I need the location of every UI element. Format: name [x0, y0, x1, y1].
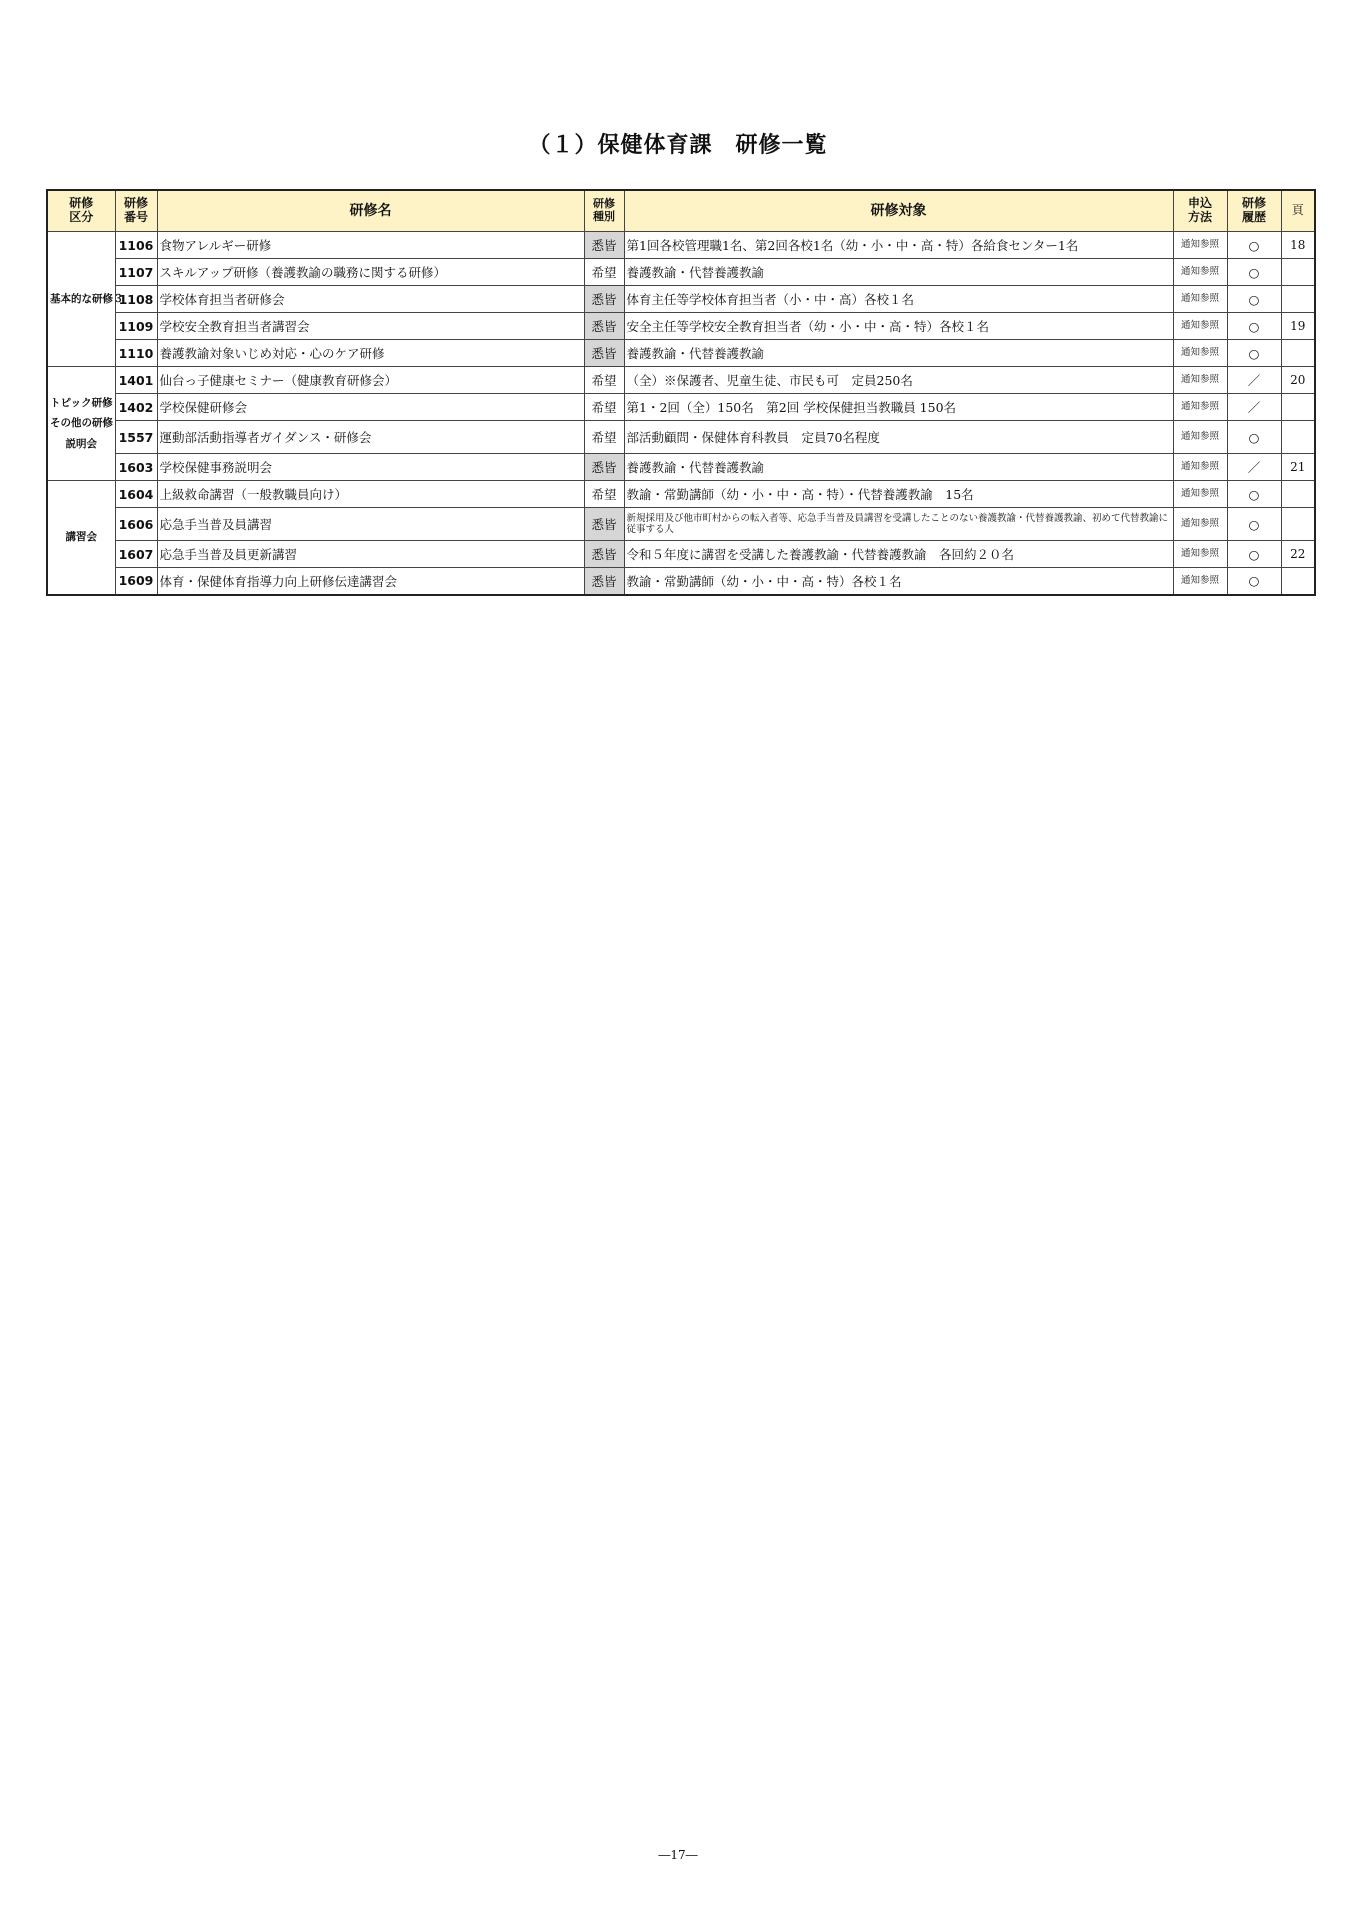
table-row: [47, 481, 1315, 508]
course-target: 新規採用及び他市町村からの転入者等、応急手当普及員講習を受講したことのない養護教諭・代替養護教諭、初めて代替教諭に従事する人: [624, 508, 1173, 541]
course-target: 安全主任等学校安全教育担当者（幼・小・中・高・特）各校１名: [624, 313, 1173, 340]
apply-method: 通知参照: [1173, 286, 1227, 313]
table-row: [47, 340, 1315, 367]
course-number: 1401: [115, 367, 157, 394]
course-name: 仙台っ子健康セミナー（健康教育研修会）: [157, 367, 584, 394]
course-target: 養護教諭・代替養護教諭: [624, 454, 1173, 481]
course-kind: 悉皆: [584, 508, 624, 541]
apply-method: 通知参照: [1173, 508, 1227, 541]
course-number: 1107: [115, 259, 157, 286]
course-number: 1606: [115, 508, 157, 541]
apply-method: 通知参照: [1173, 541, 1227, 568]
course-target: 令和５年度に講習を受講した養護教諭・代替養護教諭 各回約２０名: [624, 541, 1173, 568]
course-kind: 悉皆: [584, 541, 624, 568]
course-kind: 悉皆: [584, 454, 624, 481]
history-mark: ○: [1227, 508, 1281, 541]
apply-method: 通知参照: [1173, 421, 1227, 454]
course-kind: 希望: [584, 481, 624, 508]
course-name: 養護教諭対象いじめ対応・心のケア研修: [157, 340, 584, 367]
course-kind: 悉皆: [584, 232, 624, 259]
header-category: 研修 区分: [47, 190, 115, 232]
category-cell: トピック研修 その他の研修 説明会: [47, 367, 115, 481]
apply-method: 通知参照: [1173, 367, 1227, 394]
course-name: 学校体育担当者研修会: [157, 286, 584, 313]
course-name: 食物アレルギー研修: [157, 232, 584, 259]
course-kind: 悉皆: [584, 340, 624, 367]
header-history: 研修 履歴: [1227, 190, 1281, 232]
page-ref: 18: [1281, 232, 1315, 259]
page-title: （１）保健体育課 研修一覧: [528, 133, 828, 158]
course-name: 上級救命講習（一般教職員向け）: [157, 481, 584, 508]
course-name: 体育・保健体育指導力向上研修伝達講習会: [157, 568, 584, 595]
history-mark: ○: [1227, 286, 1281, 313]
page-ref: [1281, 421, 1315, 454]
history-mark: ○: [1227, 481, 1281, 508]
header-target: 研修対象: [624, 190, 1173, 232]
apply-method: 通知参照: [1173, 481, 1227, 508]
apply-method: 通知参照: [1173, 313, 1227, 340]
course-number: 1609: [115, 568, 157, 595]
table-row: [47, 367, 1315, 394]
table-row: [47, 541, 1315, 568]
course-name: 学校保健事務説明会: [157, 454, 584, 481]
course-number: 1607: [115, 541, 157, 568]
course-number: 1402: [115, 394, 157, 421]
course-name: 学校安全教育担当者講習会: [157, 313, 584, 340]
course-target: （全）※保護者、児童生徒、市民も可 定員250名: [624, 367, 1173, 394]
course-kind: 悉皆: [584, 286, 624, 313]
apply-method: 通知参照: [1173, 232, 1227, 259]
course-name: スキルアップ研修（養護教諭の職務に関する研修）: [157, 259, 584, 286]
course-name: 学校保健研修会: [157, 394, 584, 421]
course-number: 1106: [115, 232, 157, 259]
category-cell: 基本的な研修３: [47, 232, 115, 367]
table-row: [47, 232, 1315, 259]
history-mark: ○: [1227, 421, 1281, 454]
apply-method: 通知参照: [1173, 454, 1227, 481]
history-mark: ○: [1227, 259, 1281, 286]
course-number: 1108: [115, 286, 157, 313]
course-number: 1110: [115, 340, 157, 367]
course-target: 養護教諭・代替養護教諭: [624, 340, 1173, 367]
course-target: 体育主任等学校体育担当者（小・中・高）各校１名: [624, 286, 1173, 313]
page-ref: 19: [1281, 313, 1315, 340]
header-kind: 研修 種別: [584, 190, 624, 232]
course-target: 教諭・常勤講師（幼・小・中・高・特）各校１名: [624, 568, 1173, 595]
course-target: 教諭・常勤講師（幼・小・中・高・特）・代替養護教諭 15名: [624, 481, 1173, 508]
page-ref: 20: [1281, 367, 1315, 394]
table-row: [47, 454, 1315, 481]
header-page: 頁: [1281, 190, 1315, 232]
apply-method: 通知参照: [1173, 568, 1227, 595]
header-name: 研修名: [157, 190, 584, 232]
course-number: 1603: [115, 454, 157, 481]
course-number: 1557: [115, 421, 157, 454]
page-number: ―17―: [658, 1848, 698, 1862]
course-target: 第1回各校管理職1名、第2回各校1名（幼・小・中・高・特）各給食センター1名: [624, 232, 1173, 259]
course-kind: 希望: [584, 259, 624, 286]
history-mark: ○: [1227, 541, 1281, 568]
table-row: [47, 394, 1315, 421]
table-row: [47, 259, 1315, 286]
history-mark: ○: [1227, 340, 1281, 367]
table-row: [47, 568, 1315, 595]
page-ref: [1281, 394, 1315, 421]
course-kind: 希望: [584, 421, 624, 454]
history-mark: ／: [1227, 454, 1281, 481]
course-kind: 希望: [584, 367, 624, 394]
history-mark: ○: [1227, 232, 1281, 259]
header-method: 申込 方法: [1173, 190, 1227, 232]
table-row: [47, 313, 1315, 340]
course-number: 1604: [115, 481, 157, 508]
course-target: 部活動顧問・保健体育科教員 定員70名程度: [624, 421, 1173, 454]
table-row: [47, 421, 1315, 454]
table-row: [47, 286, 1315, 313]
course-target: 養護教諭・代替養護教諭: [624, 259, 1173, 286]
page-ref: [1281, 259, 1315, 286]
course-name: 応急手当普及員更新講習: [157, 541, 584, 568]
course-name: 応急手当普及員講習: [157, 508, 584, 541]
history-mark: ○: [1227, 568, 1281, 595]
history-mark: ○: [1227, 313, 1281, 340]
page-ref: [1281, 481, 1315, 508]
course-table: [46, 189, 1316, 596]
apply-method: 通知参照: [1173, 394, 1227, 421]
course-target: 第1・2回（全）150名 第2回 学校保健担当教職員 150名: [624, 394, 1173, 421]
apply-method: 通知参照: [1173, 340, 1227, 367]
course-number: 1109: [115, 313, 157, 340]
category-cell: 講習会: [47, 481, 115, 595]
page-ref: [1281, 286, 1315, 313]
page-ref: 21: [1281, 454, 1315, 481]
page-ref: [1281, 340, 1315, 367]
course-kind: 悉皆: [584, 313, 624, 340]
page-ref: [1281, 508, 1315, 541]
page-ref: [1281, 568, 1315, 595]
course-kind: 悉皆: [584, 568, 624, 595]
header-row: [47, 190, 1315, 232]
table-row: [47, 508, 1315, 541]
history-mark: ／: [1227, 367, 1281, 394]
page-ref: 22: [1281, 541, 1315, 568]
apply-method: 通知参照: [1173, 259, 1227, 286]
course-name: 運動部活動指導者ガイダンス・研修会: [157, 421, 584, 454]
course-kind: 希望: [584, 394, 624, 421]
history-mark: ／: [1227, 394, 1281, 421]
header-number: 研修 番号: [115, 190, 157, 232]
